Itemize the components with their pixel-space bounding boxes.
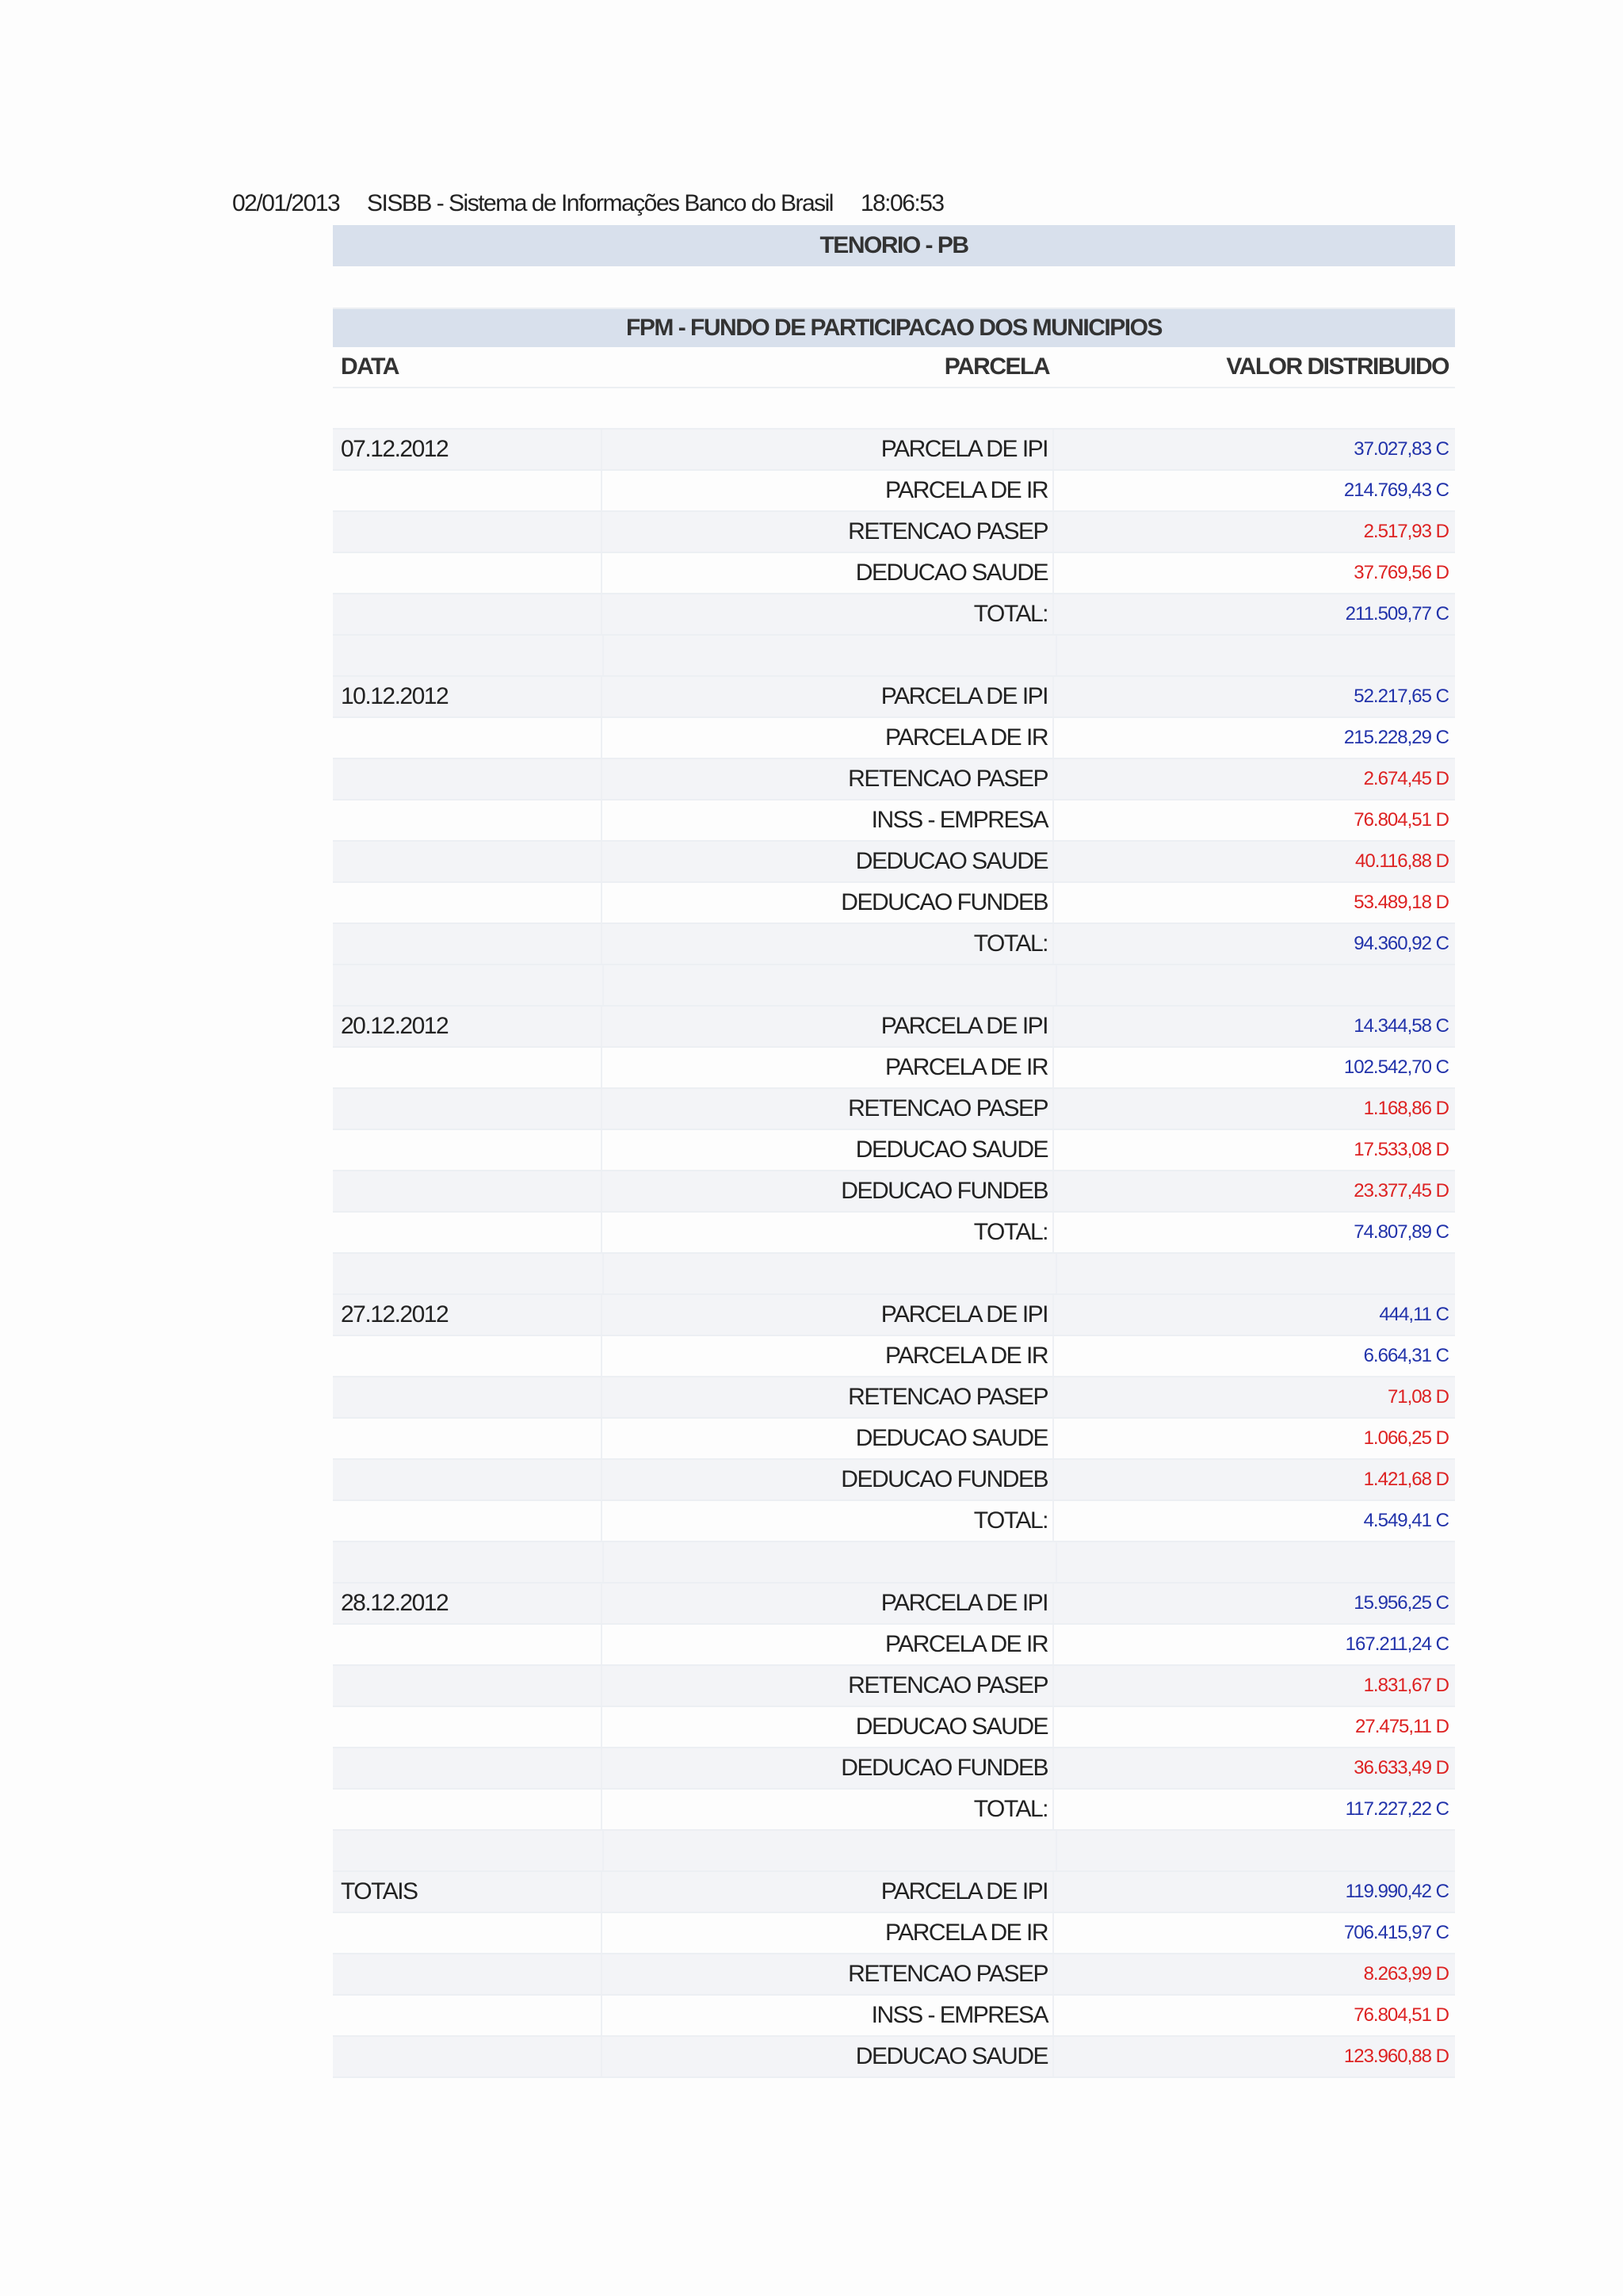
table-row — [333, 1130, 1455, 1171]
table-row — [333, 1872, 1455, 1913]
row-valor: 214.769,43 C — [1343, 479, 1449, 501]
table-row — [333, 1913, 1455, 1954]
row-date — [333, 1954, 602, 1994]
row-parcela: PARCELA DE IR — [602, 718, 1054, 758]
row-date: 07.12.2012 — [333, 430, 602, 469]
table-row — [333, 1625, 1455, 1666]
row-valor: 37.027,83 C — [1354, 438, 1449, 460]
row-valor: 211.509,77 C — [1345, 603, 1449, 625]
table-row — [333, 594, 1455, 636]
table-row — [333, 1790, 1455, 1831]
row-valor: 102.542,70 C — [1343, 1056, 1449, 1078]
row-valor: 40.116,88 D — [1355, 850, 1449, 872]
row-date — [333, 800, 602, 840]
table-row — [333, 1377, 1455, 1419]
row-parcela: RETENCAO PASEP — [602, 1666, 1054, 1706]
row-date — [333, 1336, 602, 1376]
row-valor: 74.807,89 C — [1354, 1221, 1449, 1243]
row-date — [333, 1913, 602, 1953]
row-date — [333, 553, 602, 593]
row-date: 28.12.2012 — [333, 1584, 602, 1623]
table-row — [333, 924, 1455, 965]
table-row — [333, 1048, 1455, 1089]
row-valor: 15.956,25 C — [1354, 1592, 1449, 1614]
row-date — [333, 883, 602, 923]
row-date — [333, 924, 602, 964]
row-parcela: TOTAL: — [602, 594, 1054, 634]
municipality-title: TENORIO - PB — [333, 225, 1455, 266]
row-parcela: PARCELA DE IR — [602, 1913, 1054, 1953]
table-row — [333, 1584, 1455, 1625]
row-date — [333, 1171, 602, 1211]
row-parcela: RETENCAO PASEP — [602, 759, 1054, 799]
row-valor: 1.168,86 D — [1363, 1098, 1449, 1119]
row-date: 20.12.2012 — [333, 1007, 602, 1046]
row-date — [333, 718, 602, 758]
report-table — [333, 225, 1455, 2078]
row-parcela: PARCELA DE IPI — [602, 1584, 1054, 1623]
row-valor: 444,11 C — [1379, 1304, 1449, 1325]
row-date — [333, 1748, 602, 1788]
blank-row — [333, 1542, 1455, 1584]
row-parcela: DEDUCAO SAUDE — [602, 1130, 1054, 1170]
row-parcela: DEDUCAO SAUDE — [602, 2037, 1054, 2076]
row-parcela: PARCELA DE IR — [602, 1048, 1054, 1087]
system-name: SISBB - Sistema de Informações Banco do Brasil — [367, 190, 833, 216]
row-date — [333, 1625, 602, 1664]
row-parcela: PARCELA DE IPI — [602, 430, 1054, 469]
row-parcela: DEDUCAO FUNDEB — [602, 883, 1054, 923]
table-row — [333, 1666, 1455, 1707]
row-date — [333, 1666, 602, 1706]
row-parcela: DEDUCAO FUNDEB — [602, 1748, 1054, 1788]
column-headers — [333, 347, 1455, 388]
row-valor: 14.344,58 C — [1354, 1015, 1449, 1037]
blank-row — [333, 1831, 1455, 1872]
row-valor: 17.533,08 D — [1354, 1139, 1449, 1160]
table-row — [333, 1954, 1455, 1996]
row-valor: 215.228,29 C — [1343, 727, 1449, 748]
row-date — [333, 512, 602, 552]
row-date — [333, 1130, 602, 1170]
row-valor: 76.804,51 D — [1354, 809, 1449, 831]
table-row — [333, 1707, 1455, 1748]
row-date — [333, 1089, 602, 1129]
row-date — [333, 1213, 602, 1252]
row-parcela: RETENCAO PASEP — [602, 1954, 1054, 1994]
row-valor: 167.211,24 C — [1345, 1633, 1449, 1655]
row-parcela: RETENCAO PASEP — [602, 1377, 1054, 1417]
blank-row — [333, 388, 1455, 430]
blank-row — [333, 965, 1455, 1007]
row-parcela: TOTAL: — [602, 1501, 1054, 1541]
row-valor: 706.415,97 C — [1343, 1922, 1449, 1943]
row-parcela: PARCELA DE IR — [602, 1336, 1054, 1376]
table-row — [333, 759, 1455, 800]
row-valor: 123.960,88 D — [1343, 2046, 1449, 2067]
row-parcela: DEDUCAO SAUDE — [602, 1419, 1054, 1458]
row-date — [333, 594, 602, 634]
table-row — [333, 842, 1455, 883]
print-time: 18:06:53 — [860, 190, 944, 216]
row-valor: 36.633,49 D — [1354, 1757, 1449, 1778]
row-date — [333, 842, 602, 881]
row-valor: 76.804,51 D — [1354, 2004, 1449, 2026]
row-parcela: PARCELA DE IPI — [602, 677, 1054, 716]
row-parcela: DEDUCAO FUNDEB — [602, 1171, 1054, 1211]
table-row — [333, 1419, 1455, 1460]
row-date — [333, 2037, 602, 2076]
row-valor: 4.549,41 C — [1363, 1510, 1449, 1531]
row-date — [333, 1377, 602, 1417]
row-valor: 1.421,68 D — [1363, 1469, 1449, 1490]
row-valor: 71,08 D — [1387, 1386, 1449, 1408]
table-row — [333, 1171, 1455, 1213]
row-parcela: TOTAL: — [602, 1790, 1054, 1829]
row-parcela: PARCELA DE IR — [602, 471, 1054, 510]
column-header-parcela: PARCELA — [944, 353, 1049, 380]
row-valor: 27.475,11 D — [1355, 1716, 1449, 1737]
row-date: 27.12.2012 — [333, 1295, 602, 1335]
row-parcela: TOTAL: — [602, 1213, 1054, 1252]
row-date — [333, 759, 602, 799]
table-row — [333, 2037, 1455, 2078]
print-date: 02/01/2013 — [232, 190, 340, 216]
row-valor: 1.831,67 D — [1363, 1675, 1449, 1696]
print-header — [232, 190, 966, 217]
table-row — [333, 883, 1455, 924]
row-valor: 2.517,93 D — [1363, 521, 1449, 542]
row-parcela: PARCELA DE IPI — [602, 1295, 1054, 1335]
row-valor: 53.489,18 D — [1354, 892, 1449, 913]
row-parcela: TOTAL: — [602, 924, 1054, 964]
blank-row — [333, 636, 1455, 677]
table-row — [333, 1501, 1455, 1542]
row-parcela: INSS - EMPRESA — [602, 1996, 1054, 2035]
row-parcela: PARCELA DE IPI — [602, 1872, 1054, 1912]
row-parcela: DEDUCAO SAUDE — [602, 842, 1054, 881]
row-parcela: RETENCAO PASEP — [602, 512, 1054, 552]
row-date — [333, 1460, 602, 1499]
table-row — [333, 553, 1455, 594]
table-row — [333, 800, 1455, 842]
table-row — [333, 677, 1455, 718]
table-row — [333, 430, 1455, 471]
section-title: FPM - FUNDO DE PARTICIPACAO DOS MUNICIPIOS — [333, 309, 1455, 347]
row-parcela: PARCELA DE IR — [602, 1625, 1054, 1664]
row-valor: 6.664,31 C — [1363, 1345, 1449, 1366]
row-valor: 1.066,25 D — [1363, 1427, 1449, 1449]
table-row — [333, 1295, 1455, 1336]
row-date — [333, 1790, 602, 1829]
row-date — [333, 1048, 602, 1087]
row-parcela: DEDUCAO SAUDE — [602, 553, 1054, 593]
table-row — [333, 471, 1455, 512]
row-valor: 52.217,65 C — [1354, 686, 1449, 707]
table-row — [333, 512, 1455, 553]
row-date — [333, 1996, 602, 2035]
row-date — [333, 1501, 602, 1541]
row-valor: 8.263,99 D — [1363, 1963, 1449, 1985]
table-row — [333, 1460, 1455, 1501]
row-parcela: INSS - EMPRESA — [602, 800, 1054, 840]
column-header-valor: VALOR DISTRIBUIDO — [1226, 353, 1449, 380]
row-parcela: RETENCAO PASEP — [602, 1089, 1054, 1129]
table-row — [333, 1089, 1455, 1130]
row-valor: 2.674,45 D — [1363, 768, 1449, 789]
row-date — [333, 1419, 602, 1458]
column-header-date: DATA — [341, 353, 399, 380]
table-row — [333, 1007, 1455, 1048]
row-valor: 117.227,22 C — [1345, 1798, 1449, 1820]
row-valor: 119.990,42 C — [1345, 1881, 1449, 1902]
row-valor: 23.377,45 D — [1354, 1180, 1449, 1201]
row-parcela: DEDUCAO FUNDEB — [602, 1460, 1054, 1499]
table-row — [333, 1336, 1455, 1377]
row-parcela: DEDUCAO SAUDE — [602, 1707, 1054, 1747]
report-groups — [333, 388, 1455, 2078]
table-row — [333, 1996, 1455, 2037]
row-date — [333, 471, 602, 510]
row-valor: 94.360,92 C — [1354, 933, 1449, 954]
row-date: 10.12.2012 — [333, 677, 602, 716]
row-date — [333, 1707, 602, 1747]
spacer — [333, 266, 1455, 309]
table-row — [333, 718, 1455, 759]
table-row — [333, 1213, 1455, 1254]
blank-row — [333, 1254, 1455, 1295]
row-date: TOTAIS — [333, 1872, 602, 1912]
row-valor: 37.769,56 D — [1354, 562, 1449, 583]
table-row — [333, 1748, 1455, 1790]
row-parcela: PARCELA DE IPI — [602, 1007, 1054, 1046]
